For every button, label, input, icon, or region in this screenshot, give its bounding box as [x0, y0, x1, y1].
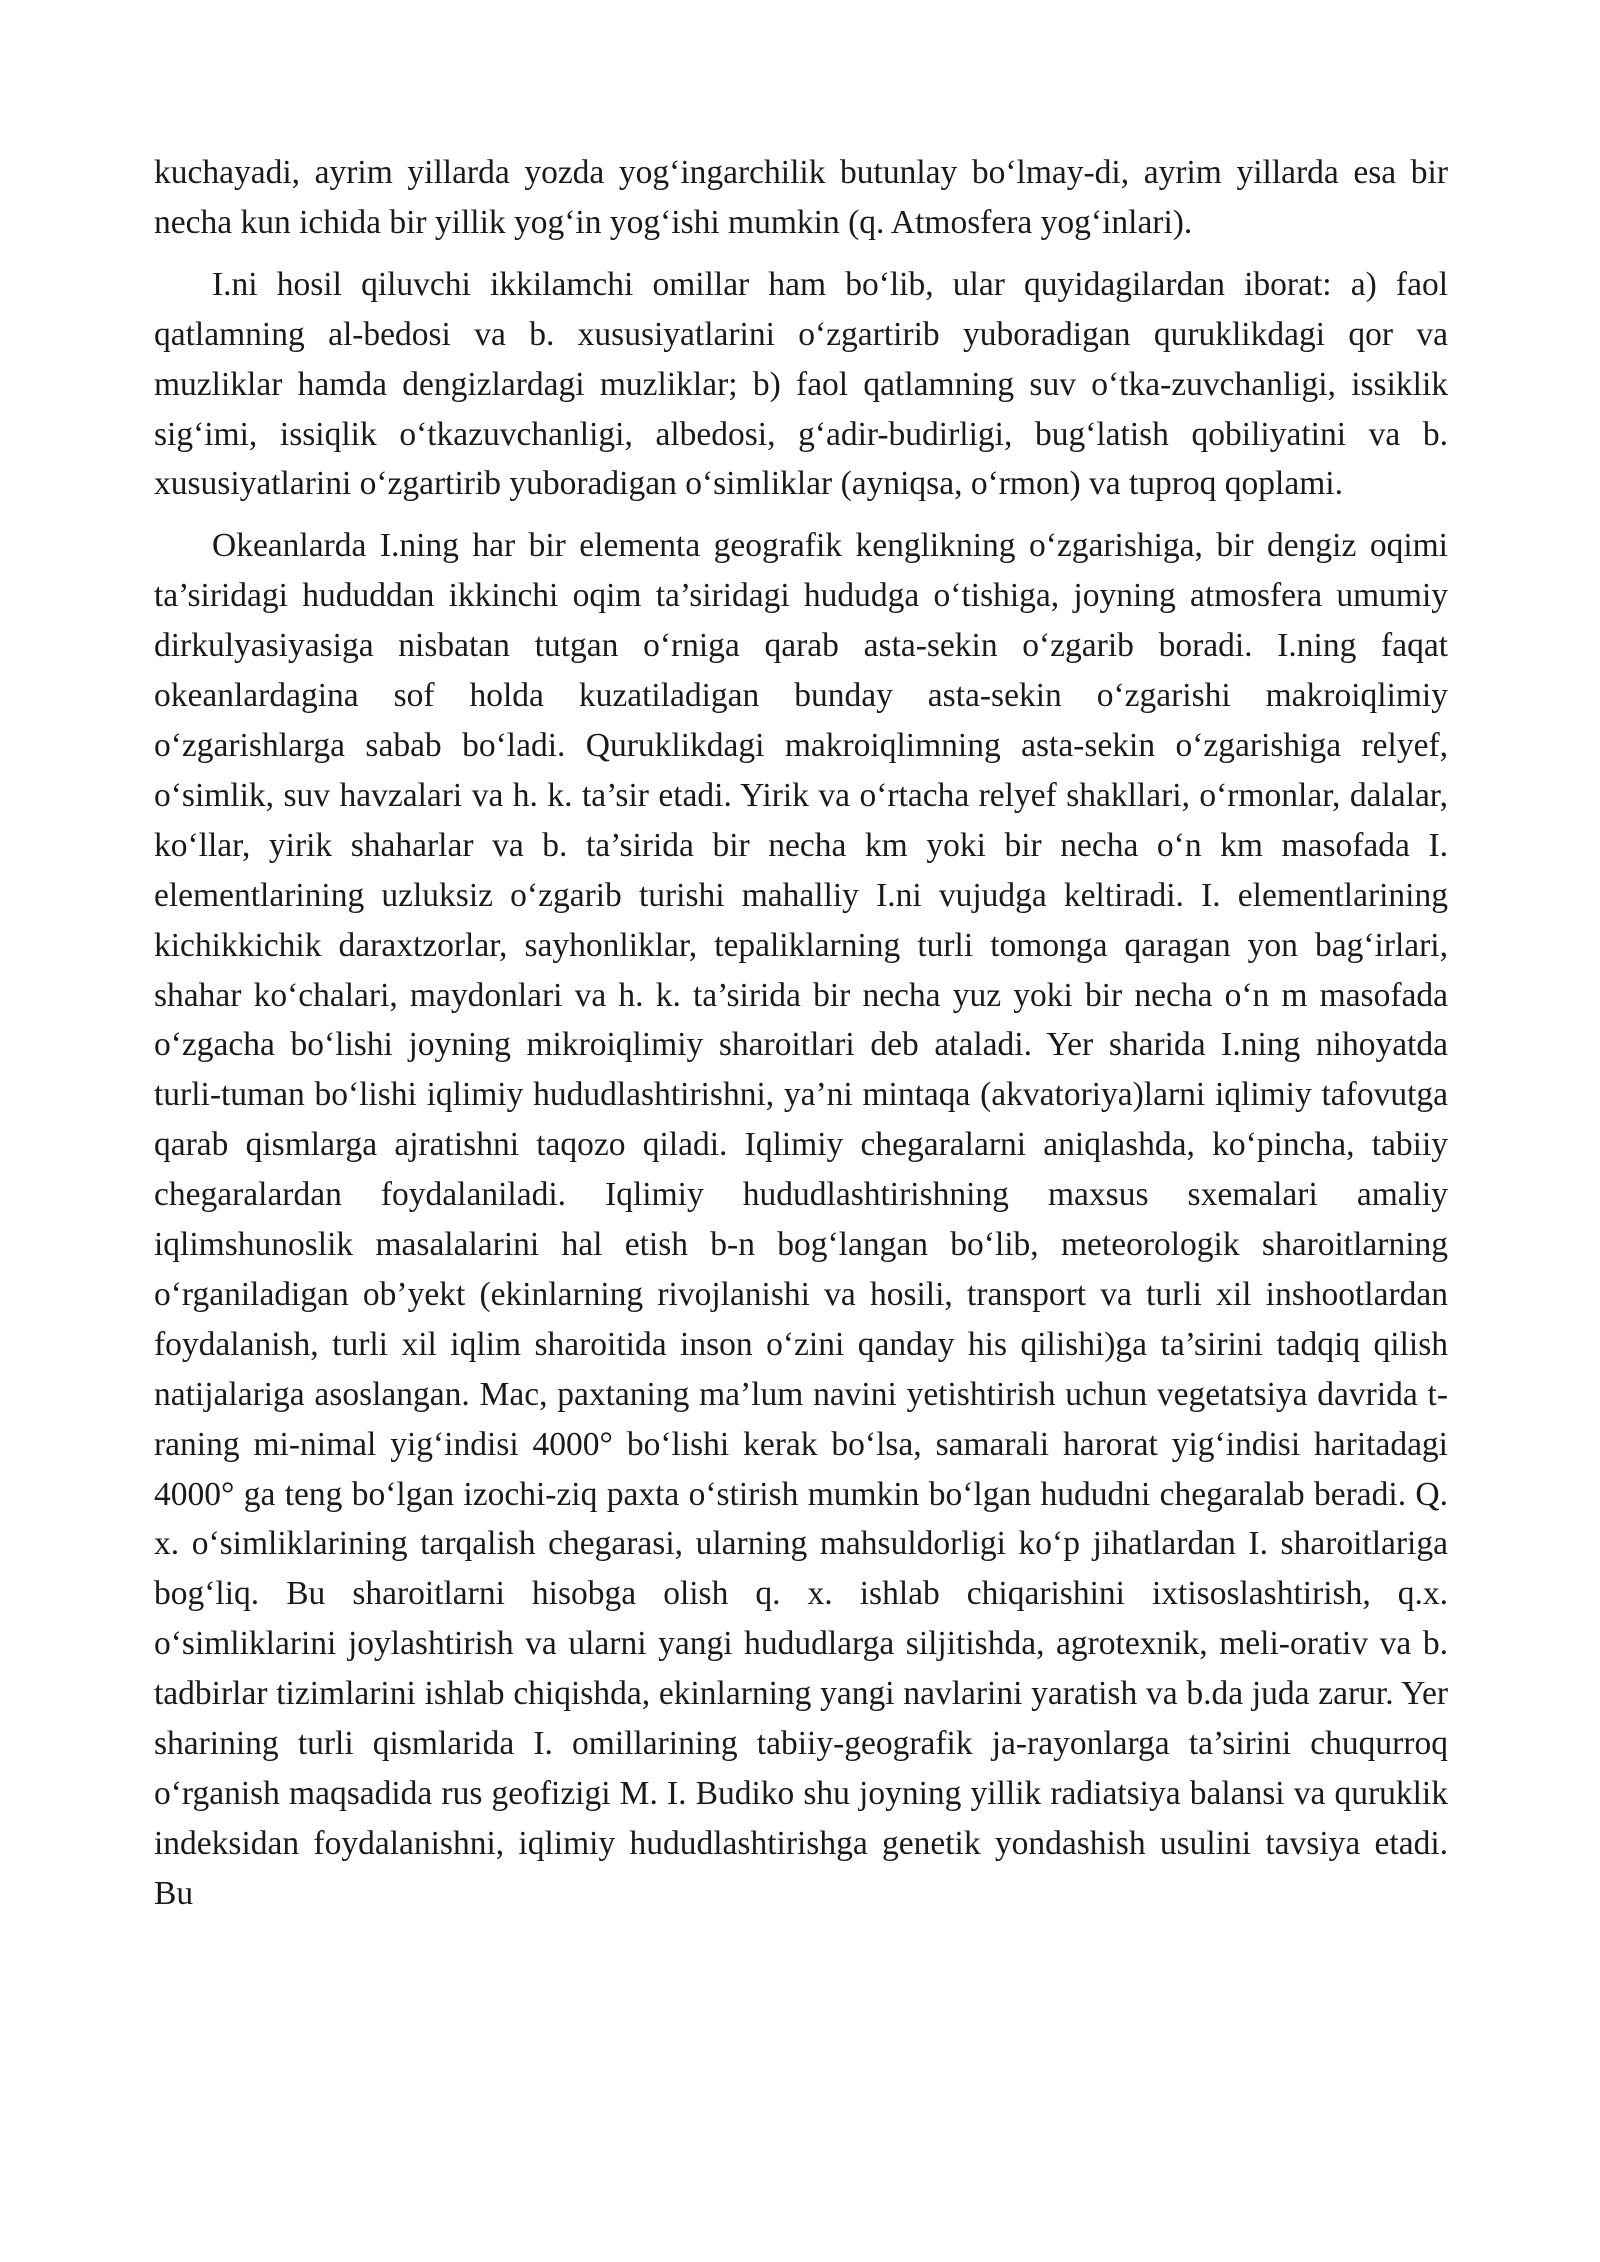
paragraph-1: kuchayadi, ayrim yillarda yozda yog‘ingarchilik butunlay bo‘lmay-di, ayrim yillarda esa bir necha kun ichida bir yillik yog‘in yog‘ishi mumkin (q. Atmosfera yog‘inlari). [154, 154, 1448, 241]
paragraph-3: Okeanlarda I.ning har bir elementa geografik kenglikning o‘zgarishiga, bir dengiz oqimi ta’siridagi hududdan ikkinchi oqim ta’siridagi hududga o‘tishiga, joyning atmosfera umumiy dirkulyasiyasiga nisbatan tutgan o‘rniga qarab asta-sekin o‘zgarib boradi. I.ning faqat okeanlardagina sof holda kuzatiladigan bunday asta-sekin o‘zgarishi makroiqlimiy o‘zgarishlarga sabab bo‘ladi. Quruklikdagi makroiqlimning asta-sekin o‘zgarishiga relyef, o‘simlik, suv havzalari va h. k. ta’sir etadi. Yirik va o‘rtacha relyef shakllari, o‘rmonlar, dalalar, ko‘llar, yirik shaharlar va b. ta’sirida bir necha km yoki bir necha o‘n km masofada I. elementlarining uzluksiz o‘zgarib turishi mahalliy I.ni vujudga keltiradi. I. elementlarining kichikkichik daraxtzorlar, sayhonliklar, tepaliklarning turli tomonga qaragan yon bag‘irlari, shahar ko‘chalari, maydonlari va h. k. ta’sirida bir necha yuz yoki bir necha o‘n m masofada o‘zgacha bo‘lishi joyning mikroiqlimiy sharoitlari deb ataladi. Yer sharida I.ning nihoyatda turli-tuman bo‘lishi iqlimiy hududlashtirishni, ya’ni mintaqa (akvatoriya)larni iqlimiy tafovutga qarab qismlarga ajratishni taqozo qiladi. Iqlimiy chegaralarni aniqlashda, ko‘pincha, tabiiy chegaralardan foydalaniladi. Iqlimiy hududlashtirishning maxsus sxemalari amaliy iqlimshunoslik masalalarini hal etish b-n bog‘langan bo‘lib, meteorologik sharoitlarning o‘rganiladigan ob’yekt (ekinlarning rivojlanishi va hosili, transport va turli xil inshootlardan foydalanish, turli xil iqlim sharoitida inson o‘zini qanday his qilishi)ga ta’sirini tadqiq qilish natijalariga asoslangan. Mac, paxtaning ma’lum navini yetishtirish uchun vegetatsiya davrida t-raning mi-nimal yig‘indisi 4000° bo‘lishi kerak bo‘lsa, samarali harorat yig‘indisi haritadagi 4000° ga teng bo‘lgan izochi-ziq paxta o‘stirish mumkin bo‘lgan hududni chegaralab beradi. Q. x. o‘simliklarining tarqalish chegarasi, ularning mahsuldorligi ko‘p jihatlardan I. sharoitlariga bog‘liq. Bu sharoitlarni hisobga olish q. x. ishlab chiqarishini ixtisoslashtirish, q.x. o‘simliklarini joylashtirish va ularni yangi hududlarga siljitishda, agrotexnik, meli-orativ va b. tadbirlar tizimlarini ishlab chiqishda, ekinlarning yangi navlarini yaratish va b.da juda zarur. Yer sharining turli qismlarida I. omillarining tabiiy-geografik ja-rayonlarga ta’sirini chuqurroq o‘rganish maqsadida rus geofizigi M. I. Budiko shu joyning yillik radiatsiya balansi va quruklik indeksidan foydalanishni, iqlimiy hududlashtirishga genetik yondashish usulini tavsiya etadi. Bu [154, 527, 1448, 1912]
document-page [154, 148, 1448, 1931]
paragraph-2: I.ni hosil qiluvchi ikkilamchi omillar ham bo‘lib, ular quyidagilardan iborat: a) faol qatlamning al-bedosi va b. xususiyatlarini o‘zgartirib yuboradigan quruklikdagi qor va muzliklar hamda dengizlardagi muzliklar; b) faol qatlamning suv o‘tka-zuvchanligi, issiklik sig‘imi, issiqlik o‘tkazuvchanligi, albedosi, g‘adir-budirligi, bug‘latish qobiliyatini va b. xususiyatlarini o‘zgartirib yuboradigan o‘simliklar (ayniqsa, o‘rmon) va tuproq qoplami. [154, 265, 1448, 503]
